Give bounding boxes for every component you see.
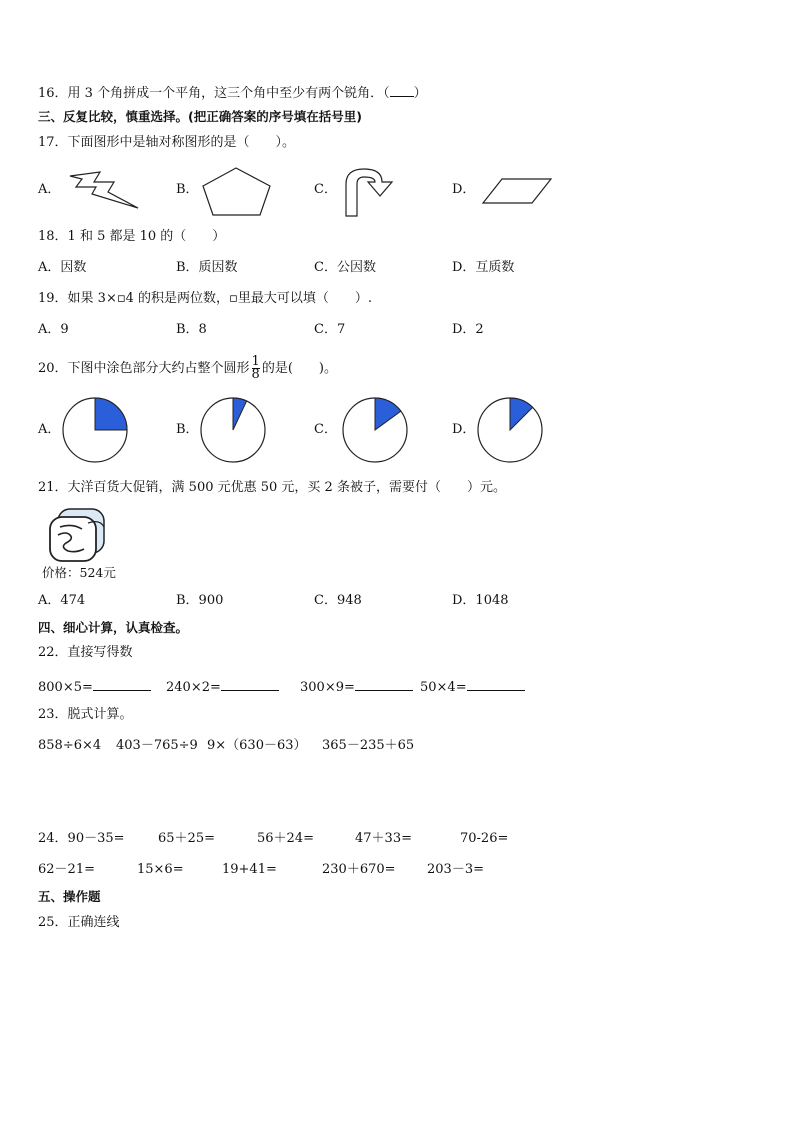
q18-option-c[interactable]: C．公因数 <box>314 260 376 275</box>
q24-item-4: 47＋33= <box>355 831 412 846</box>
pie-b <box>198 395 268 465</box>
question-16-text: 16．用 3 个角拼成一个平角，这三个角中至少有两个锐角．（ <box>38 86 390 101</box>
q19-option-d[interactable]: D．2 <box>452 322 484 337</box>
q22-expression: 800×5= <box>38 680 93 695</box>
fraction-numerator: 1 <box>251 354 260 369</box>
pie-a <box>60 395 130 465</box>
fraction-denominator: 8 <box>251 367 260 382</box>
question-21: 21．大洋百货大促销，满 500 元优惠 50 元，买 2 条被子，需要付（ ）元。 <box>38 480 506 495</box>
q22-expression: 240×2= <box>166 680 221 695</box>
quilt-icon <box>46 505 112 565</box>
q21-option-a[interactable]: A．474 <box>38 593 86 608</box>
pie-d <box>475 395 545 465</box>
answer-blank[interactable] <box>93 676 151 691</box>
section-3-heading: 三、反复比较，慎重选择。(把正确答案的序号填在括号里) <box>38 109 362 124</box>
q17-option-a-label[interactable]: A． <box>38 182 61 197</box>
q24-item-5: 70-26= <box>460 831 509 846</box>
curved-arrow-shape <box>342 166 400 218</box>
answer-blank[interactable] <box>355 676 413 691</box>
question-22: 22．直接写得数 <box>38 645 133 660</box>
q22-expression: 50×4= <box>420 680 467 695</box>
q24-item-7: 15×6= <box>137 862 184 877</box>
q24-item-10: 203－3= <box>427 862 484 877</box>
quilt-price: 价格：524元 <box>42 565 116 580</box>
q21-option-b[interactable]: B．900 <box>176 593 224 608</box>
q24-item-8: 19+41= <box>222 862 277 877</box>
q18-option-a[interactable]: A．因数 <box>38 260 87 275</box>
q22-item-1 <box>38 676 151 697</box>
q21-option-d[interactable]: D．1048 <box>452 593 509 608</box>
question-17: 17．下面图形中是轴对称图形的是（ ）。 <box>38 135 296 150</box>
q24-item-6: 62－21= <box>38 862 95 877</box>
q22-item-3 <box>300 676 413 697</box>
pie-shaded-sector <box>95 398 127 430</box>
question-25: 25．正确连线 <box>38 915 120 930</box>
q24-item-1: 24．90－35= <box>38 831 125 846</box>
q23-item-3: 9×（630－63） <box>207 738 307 753</box>
q22-expression: 300×9= <box>300 680 355 695</box>
q20-option-a-label[interactable]: A． <box>38 422 61 437</box>
question-19: 19．如果 3×▫4 的积是两位数，▫里最大可以填（ ）. <box>38 291 372 306</box>
q20-option-c-label[interactable]: C． <box>314 422 337 437</box>
q19-option-a[interactable]: A．9 <box>38 322 69 337</box>
q17-option-c-label[interactable]: C． <box>314 182 337 197</box>
q22-item-4 <box>420 676 525 697</box>
q18-option-d[interactable]: D．互质数 <box>452 260 515 275</box>
answer-blank[interactable] <box>390 82 414 97</box>
section-4-heading: 四、细心计算，认真检查。 <box>38 620 189 635</box>
q17-option-d-label[interactable]: D． <box>452 182 476 197</box>
q19-option-b[interactable]: B．8 <box>176 322 207 337</box>
answer-blank[interactable] <box>467 676 525 691</box>
q18-option-b[interactable]: B．质因数 <box>176 260 238 275</box>
parallelogram-shape <box>480 176 554 206</box>
q24-item-3: 56＋24= <box>257 831 314 846</box>
question-16 <box>38 82 427 103</box>
question-20 <box>38 355 337 383</box>
question-20-text: 20．下图中涂色部分大约占整个圆形 <box>38 361 250 376</box>
fraction-one-eighth <box>252 356 260 381</box>
q17-option-b-label[interactable]: B． <box>176 182 199 197</box>
q22-item-2 <box>166 676 279 697</box>
q24-item-2: 65＋25= <box>158 831 215 846</box>
q23-item-2: 403－765÷9 <box>116 738 198 753</box>
q23-item-4: 365－235＋65 <box>322 738 415 753</box>
lightning-shape <box>66 170 142 212</box>
section-5-heading: 五、操作题 <box>38 889 101 904</box>
q20-option-b-label[interactable]: B． <box>176 422 199 437</box>
pie-c <box>340 395 410 465</box>
q24-item-9: 230＋670= <box>322 862 396 877</box>
question-20-end: 的是( )。 <box>261 361 337 376</box>
question-18: 18．1 和 5 都是 10 的（ ） <box>38 229 226 244</box>
question-16-end: ） <box>413 86 427 101</box>
q20-option-d-label[interactable]: D． <box>452 422 476 437</box>
question-23: 23．脱式计算。 <box>38 707 133 722</box>
answer-blank[interactable] <box>221 676 279 691</box>
pentagon-shape <box>200 166 272 218</box>
q21-option-c[interactable]: C．948 <box>314 593 362 608</box>
q23-item-1: 858÷6×4 <box>38 738 102 753</box>
q19-option-c[interactable]: C．7 <box>314 322 346 337</box>
